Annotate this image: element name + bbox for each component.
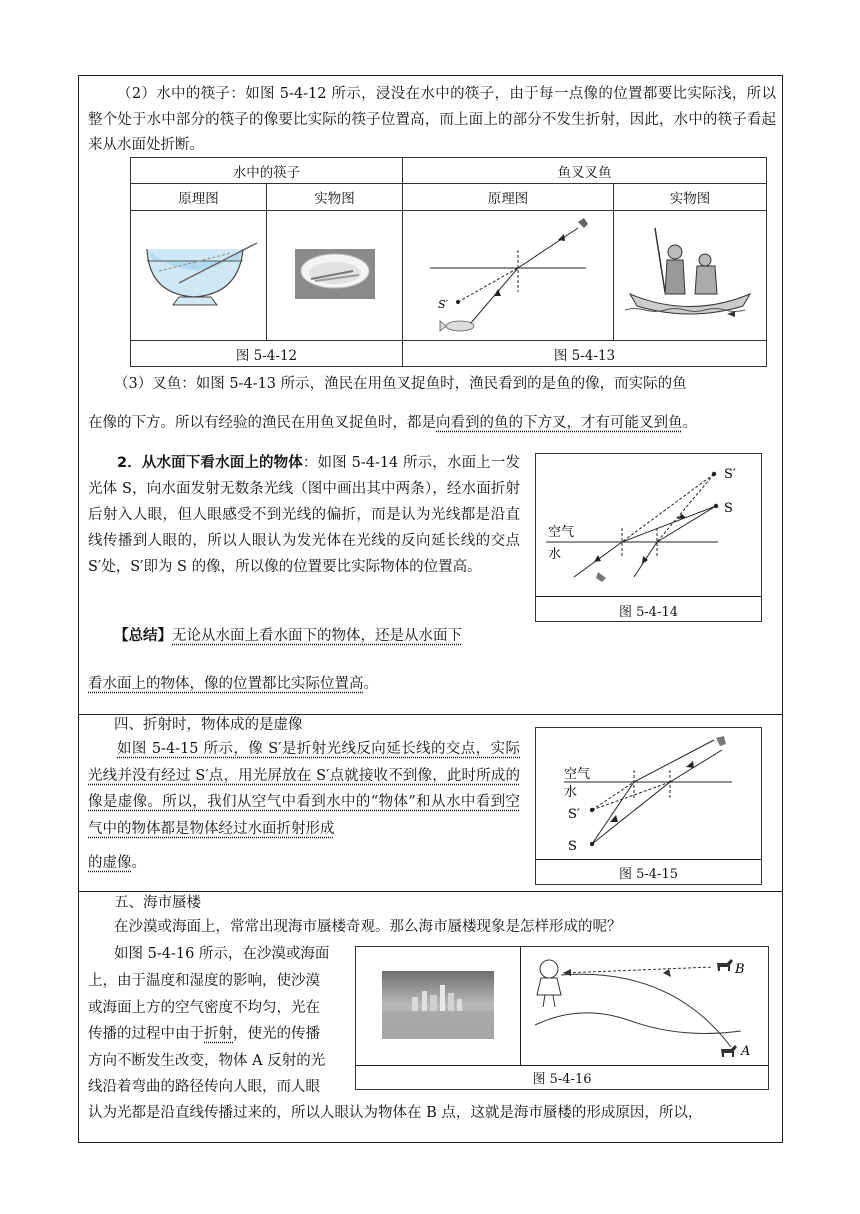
fig12-photo-cell [267, 211, 403, 341]
figure-table [130, 157, 767, 367]
summary-text-1: 无论从水面上看水面下的物体，还是从水面下 [172, 628, 462, 644]
frame-right [782, 75, 783, 1143]
fig14-air-label: 空气 [548, 525, 575, 540]
table-group-fork: 鱼叉叉鱼 [403, 158, 767, 184]
fig15-caption-divider [536, 859, 761, 860]
fig15-s: S [568, 839, 577, 854]
summary-tag: 【总结】 [114, 627, 172, 644]
fig16-label-b: B [735, 962, 745, 977]
fig15-caption: 图 5-4-15 [618, 867, 678, 882]
below-water-paragraph [88, 450, 520, 580]
fig16-mirage-diagram [521, 947, 767, 1065]
fig13-photo-cell [614, 211, 767, 341]
frame-left [78, 75, 79, 1143]
table-group-chopsticks: 水中的筷子 [131, 158, 403, 184]
figure-5-4-15 [535, 727, 762, 885]
fig14-s-prime: S′ [724, 467, 736, 482]
mirage-line-3: 或海面上方的空气密度不均匀，光在 [88, 1000, 320, 1016]
mirage-line-4-start: 传播的过程中由于 [88, 1026, 204, 1042]
table-col-photo-2: 实物图 [614, 184, 767, 211]
fig16-label-a: A [741, 1044, 751, 1059]
mirage-line-4-end: ，使光的传播 [233, 1026, 320, 1042]
mirage-line-2: 上，由于温度和湿度的影响，使沙漠 [88, 973, 320, 989]
fig14-caption-divider [536, 596, 761, 597]
fig16-caption-divider [356, 1065, 768, 1066]
fork-line-1: （3）叉鱼：如图 5-4-13 所示，渔民在用鱼叉捉鱼时，渔民看到的是鱼的像，而实际的鱼 [114, 376, 687, 392]
bowl-chopstick-diagram [139, 239, 259, 309]
fig15-air-label: 空气 [564, 767, 591, 782]
virtual-image-end: 。 [131, 855, 146, 871]
frame-bottom [78, 1142, 783, 1143]
fig14-caption: 图 5-4-14 [618, 605, 678, 620]
fig14-water-label: 水 [548, 547, 562, 562]
figure-5-4-16 [355, 946, 769, 1090]
mirage-line-4 [88, 1022, 320, 1043]
mirage-intro: 在沙漠或海面上，常常出现海市蜃楼奇观。那么海市蜃楼现象是怎样形成的呢？ [114, 919, 622, 935]
mirage-line-1: 如图 5-4-16 所示，在沙漠或海面 [114, 946, 330, 962]
below-water-text: ：如图 5-4-14 所示，水面上一发光体 S，向水面发射无数条光线（图中画出其中两条），经水面折射后射入人眼，但人眼感受不到光线的偏折，而是认为光线都是沿直线传播到人眼的，所以人眼认为发光体在光线的反向延长线的交点 S′处，S′即为 S 的像，所以像的位置要比实际物体的位置高。 [88, 455, 520, 575]
mirage-city-photo [382, 971, 494, 1039]
summary-line-1 [114, 624, 462, 645]
fig14-s: S [724, 501, 733, 516]
summary-end: 。 [363, 676, 378, 692]
summary-line-2 [88, 672, 378, 693]
table-col-photo-1: 实物图 [267, 184, 403, 211]
fig15-diagram [536, 728, 761, 858]
virtual-image-last-line [88, 851, 146, 872]
mirage-line-6: 线沿着弯曲的路径传向人眼，而人眼 [88, 1079, 320, 1095]
fisherman-illustration [625, 224, 755, 324]
fork-line-2-key: 向看到的鱼的下方叉，才有可能叉到鱼 [436, 415, 683, 431]
below-water-heading: 2．从水面下看水面上的物体 [117, 455, 303, 471]
fork-line-2-end: 。 [682, 415, 697, 431]
fork-line-2 [88, 411, 697, 432]
table-col-principle-2: 原理图 [403, 184, 614, 211]
mirage-keyword-refraction: 折射 [204, 1026, 233, 1042]
caption-fig-5-4-13: 图 5-4-13 [403, 341, 767, 367]
mirage-heading: 五、海市蜃楼 [114, 895, 201, 911]
figure-5-4-14 [535, 453, 762, 622]
chopsticks-paragraph: （2）水中的筷子：如图 5-4-12 所示，浸没在水中的筷子，由于每一点像的位置都要比实际浅，所以整个处于水中部分的筷子的像要比实际的筷子位置高，而上面上的部分不发生折射，因此，水中的筷子看起来从水面处折断。 [88, 86, 776, 153]
virtual-image-paragraph [88, 736, 520, 842]
fig15-water-label: 水 [564, 785, 578, 800]
frame-top [78, 75, 783, 76]
summary-text-2: 看水面上的物体，像的位置都比实际位置高 [88, 676, 364, 692]
fig15-s-prime: S′ [568, 807, 580, 822]
mirage-last-line: 认为光都是沿直线传播过来的，所以人眼认为物体在 B 点，这就是海市蜃楼的形成原因，所以， [88, 1105, 703, 1121]
mirage-line-5: 方向不断发生改变，物体 A 反射的光 [88, 1053, 326, 1069]
fig14-diagram [536, 454, 761, 594]
virtual-image-heading: 四、折射时，物体成的是虚像 [114, 717, 303, 733]
fig13-principle-cell [403, 211, 614, 341]
fig16-caption: 图 5-4-16 [532, 1072, 592, 1087]
fishing-refraction-diagram [408, 214, 608, 334]
caption-fig-5-4-12: 图 5-4-12 [131, 341, 403, 367]
table-col-principle-1: 原理图 [131, 184, 267, 211]
fork-line-2-start: 在像的下方。所以有经验的渔民在用鱼叉捉鱼时，都是 [88, 415, 436, 431]
virtual-image-keyword: 的虚像 [88, 855, 132, 871]
fig13-s-prime-label: S′ [438, 297, 449, 311]
fig12-principle-cell [131, 211, 267, 341]
bowl-photo [295, 249, 375, 299]
virtual-image-text: 如图 5-4-15 所示，像 S′是折射光线反向延长线的交点，实际光线并没有经过 S′点，用光屏放在 S′点就接收不到像，此时所成的像是虚像。所以，我们从空气中看到水中的“物体”和从水中看到空气中的物体都是物体经过水面折射形成 [88, 741, 520, 837]
